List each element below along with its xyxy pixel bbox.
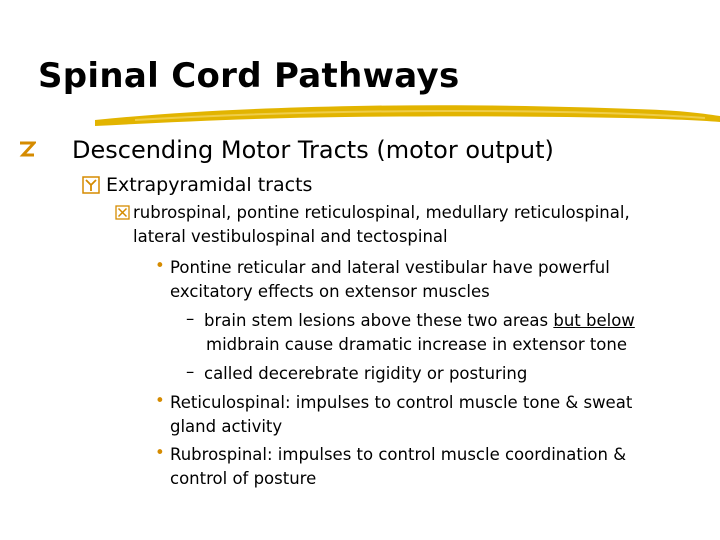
bullet-level4-item-line: control of posture (170, 469, 317, 488)
dot-bullet-icon: • (155, 256, 165, 275)
bullet-level4-item-line: gland activity (170, 417, 283, 436)
bullet-level5-item-line: called decerebrate rigidity or posturing (204, 364, 528, 383)
dot-bullet-icon: • (155, 391, 165, 410)
dash-bullet-icon: – (186, 362, 195, 381)
bullet-level5-text: brain stem lesions above these two areas (204, 311, 554, 330)
bullet-level3 (115, 201, 675, 249)
x-bullet-icon (115, 205, 130, 220)
bullet-level2-text: Extrapyramidal tracts (106, 174, 313, 196)
bullet-level4-item-line: Rubrospinal: impulses to control muscle coordination & (170, 445, 627, 464)
slide-title: Spinal Cord Pathways (38, 56, 460, 96)
title-underline-brushstroke (95, 100, 720, 130)
bullet-level4-item-line: Reticulospinal: impulses to control muscle tone & sweat (170, 393, 633, 412)
z-bullet-icon (18, 140, 36, 160)
dash-bullet-icon: – (186, 309, 195, 328)
bullet-level5-item-line (204, 309, 635, 333)
underlined-text: but below (553, 311, 635, 330)
bullet-level4-item-line: Pontine reticular and lateral vestibular have powerful (170, 258, 610, 277)
bullet-level5-item-line: midbrain cause dramatic increase in extensor tone (206, 335, 628, 354)
y-bullet-icon (82, 176, 100, 194)
bullet-level1-text: Descending Motor Tracts (motor output) (72, 136, 554, 164)
bullet-level4-item-line: excitatory effects on extensor muscles (170, 282, 490, 301)
bullet-level3-text: rubrospinal, pontine reticulospinal, medullary reticulospinal, lateral vestibulospinal and tectospinal (133, 203, 630, 246)
dot-bullet-icon: • (155, 443, 165, 462)
